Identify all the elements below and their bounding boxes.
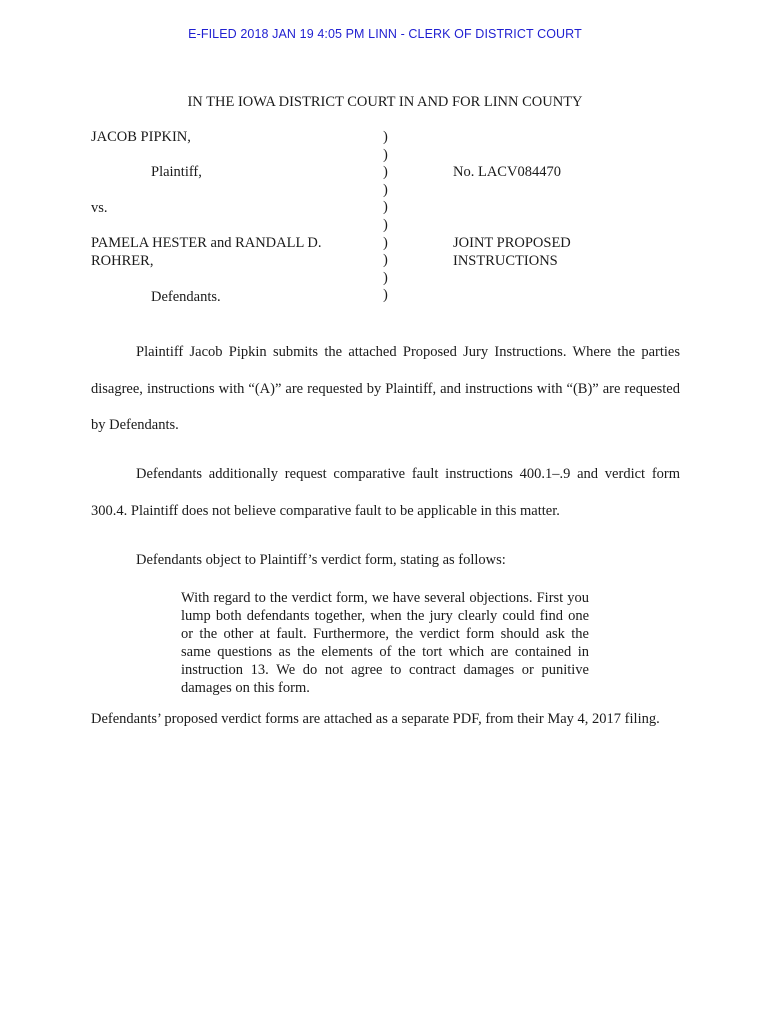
efiled-stamp: E-FILED 2018 JAN 19 4:05 PM LINN - CLERK OF DISTRICT COURT	[188, 27, 582, 41]
court-title: IN THE IOWA DISTRICT COURT IN AND FOR LINN COUNTY	[187, 94, 583, 110]
block-quote-objection: With regard to the verdict form, we have several objections. First you lump both defendants together, when the jury clearly could find one or the other at fault. Furthermore, the verdict form should ask the same questions as the elements of the tort which are contained in instruction 13. We do not agree to contract damages or punitive damages on this form.	[181, 590, 589, 696]
caption-paren: )	[383, 146, 388, 163]
paragraph-text: Defendants object to Plaintiff’s verdict form, stating as follows:	[136, 552, 506, 568]
caption-paren: )	[383, 216, 388, 233]
plaintiff-name: JACOB PIPKIN,	[91, 129, 191, 145]
paragraph-text: Plaintiff Jacob Pipkin submits the attached Proposed Jury Instructions. Where the parties disagree, instructions with “(A)” are requested by Plaintiff, and instructions with “(B)” are requested by Defendants.	[91, 344, 680, 433]
caption-paren: )	[383, 129, 388, 145]
caption-paren: )	[383, 181, 388, 198]
caption-paren: )	[383, 199, 388, 216]
defendants-role: Defendants.	[151, 289, 221, 305]
paragraph-instructions-intro	[91, 334, 680, 444]
caption-paren: )	[383, 269, 388, 286]
versus-label: vs.	[91, 200, 108, 216]
paragraph-objection-intro	[91, 542, 680, 579]
defendants-names-line1: PAMELA HESTER and RANDALL D.	[91, 235, 322, 251]
paragraph-verdict-forms	[91, 701, 680, 738]
plaintiff-role: Plaintiff,	[151, 164, 202, 180]
paragraph-text: Defendants additionally request comparative fault instructions 400.1–.9 and verdict form 300.4. Plaintiff does not believe comparative fault to be applicable in this matter.	[91, 466, 680, 519]
caption-paren: )	[383, 287, 388, 304]
defendants-names-line2: ROHRER,	[91, 253, 154, 269]
document-title-line2: INSTRUCTIONS	[453, 253, 558, 269]
paragraph-comparative-fault	[91, 456, 680, 529]
case-number: No. LACV084470	[453, 164, 561, 180]
caption-paren: )	[383, 252, 388, 269]
document-title-line1: JOINT PROPOSED	[453, 235, 571, 251]
paragraph-text: Defendants’ proposed verdict forms are attached as a separate PDF, from their May 4, 2017 filing.	[91, 711, 660, 727]
caption-paren: )	[383, 234, 388, 251]
caption-parentheses	[383, 129, 388, 305]
caption-paren: )	[383, 164, 388, 181]
